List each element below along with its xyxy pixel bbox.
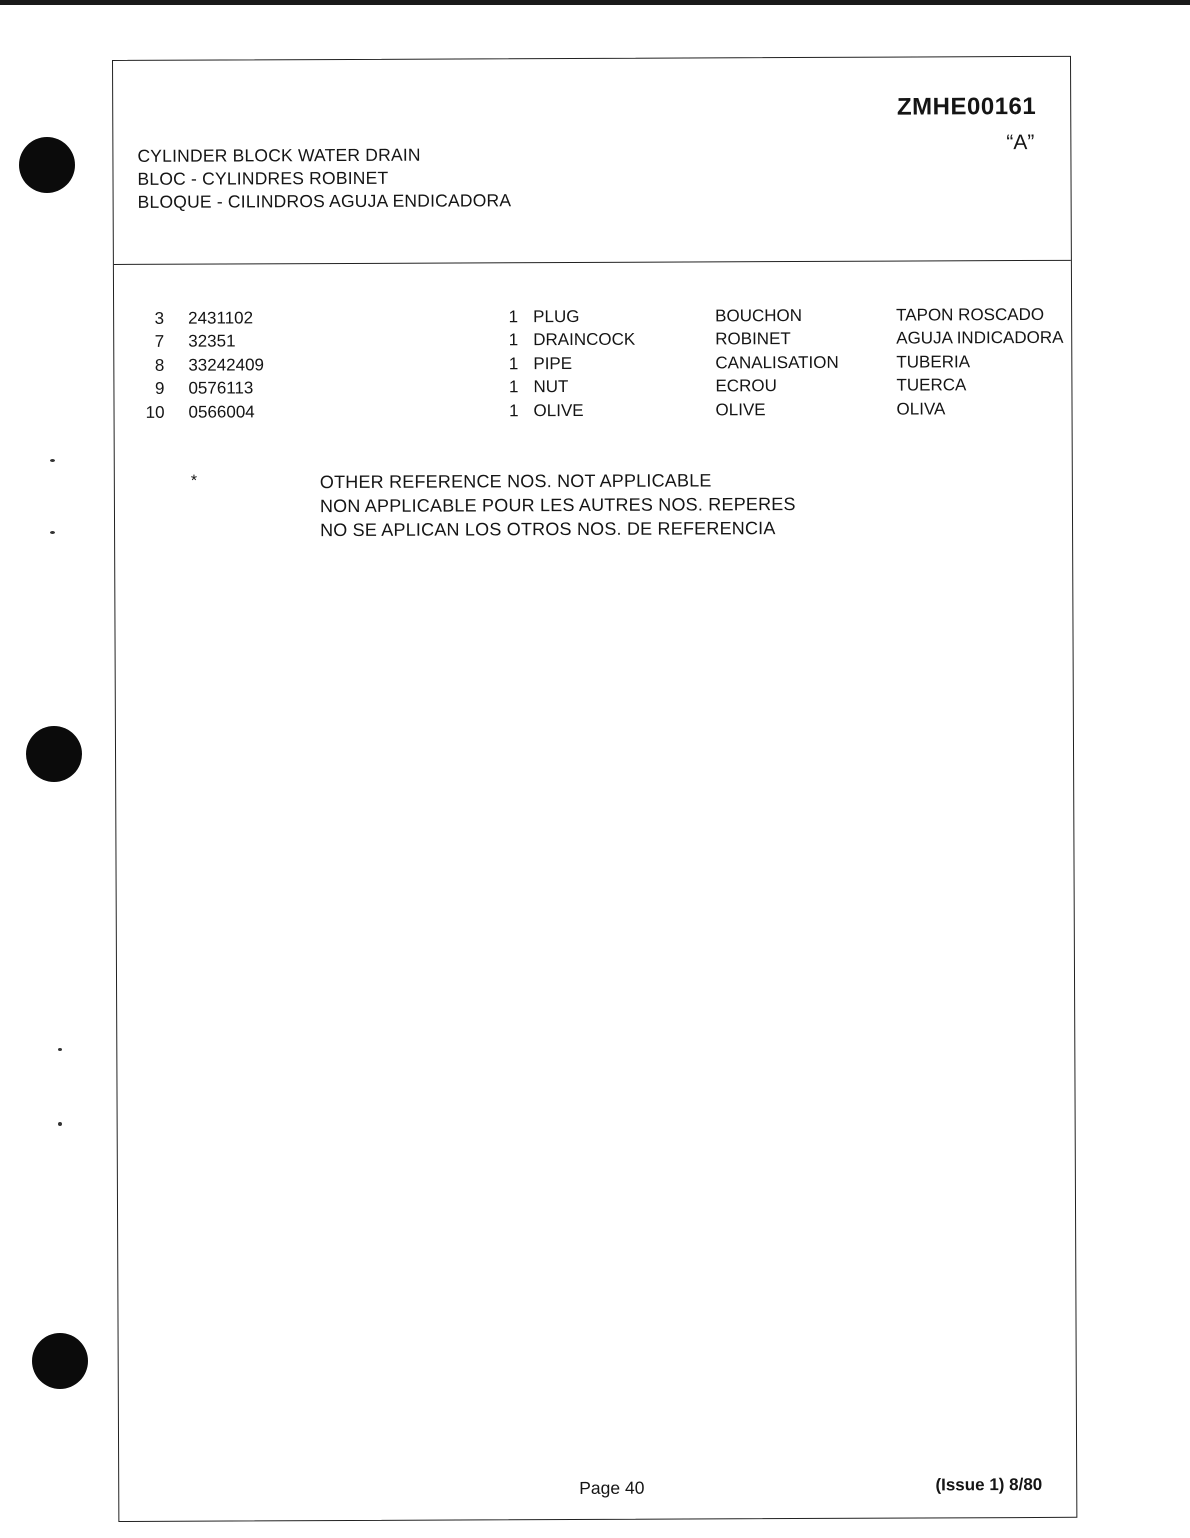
- variant-label: “A”: [1006, 130, 1035, 155]
- scan-speck: [50, 459, 55, 462]
- description-spanish: TUBERIA: [896, 352, 971, 372]
- quantity: 1: [509, 400, 519, 420]
- ref-number: 3: [154, 308, 165, 328]
- title-french: BLOC - CYLINDRES ROBINET: [137, 167, 389, 189]
- section-titles: [137, 143, 511, 214]
- quantity: 1: [508, 354, 519, 374]
- description-spanish: OLIVA: [896, 398, 946, 419]
- issue-date: (Issue 1) 8/80: [935, 1474, 1043, 1495]
- scan-speck: [58, 1122, 62, 1126]
- description-french: ROBINET: [715, 329, 791, 349]
- note-asterisk: *: [190, 472, 198, 490]
- description-english: PIPE: [533, 353, 573, 373]
- punch-hole-bottom: [32, 1333, 88, 1389]
- page-code: ZMHE00161: [896, 92, 1037, 121]
- part-number: 32351: [188, 331, 236, 352]
- applicability-note: [320, 468, 796, 542]
- description-spanish: TAPON ROSCADO: [896, 304, 1045, 325]
- note-french: NON APPLICABLE POUR LES AUTRES NOS. REPERES: [319, 494, 796, 517]
- quantity: 1: [508, 377, 519, 397]
- header-divider: [114, 260, 1071, 265]
- description-english: DRAINCOCK: [533, 330, 636, 350]
- note-english: OTHER REFERENCE NOS. NOT APPLICABLE: [319, 470, 712, 493]
- scan-speck: [50, 531, 55, 534]
- part-row: [114, 398, 1071, 426]
- ref-number: 10: [145, 402, 165, 422]
- description-french: OLIVE: [715, 399, 766, 419]
- part-number: 0566004: [188, 401, 255, 422]
- quantity: 1: [508, 307, 519, 327]
- title-english: CYLINDER BLOCK WATER DRAIN: [137, 144, 421, 166]
- page-number: Page 40: [579, 1477, 645, 1498]
- quantity: 1: [508, 330, 519, 350]
- scan-top-edge: [0, 0, 1190, 5]
- part-number: 2431102: [188, 308, 254, 328]
- part-number: 0576113: [188, 378, 254, 398]
- page-frame: [112, 56, 1077, 1522]
- description-french: BOUCHON: [715, 305, 803, 326]
- description-spanish: TUERCA: [896, 375, 967, 395]
- description-english: NUT: [533, 377, 569, 397]
- ref-number: 7: [154, 332, 165, 352]
- scan-speck: [58, 1048, 62, 1051]
- description-spanish: AGUJA INDICADORA: [896, 328, 1064, 348]
- part-number: 33242409: [188, 355, 265, 375]
- ref-number: 8: [154, 355, 165, 375]
- note-spanish: NO SE APLICAN LOS OTROS NOS. DE REFERENCIA: [320, 518, 776, 541]
- ref-number: 9: [154, 378, 165, 398]
- punch-hole-middle: [26, 726, 82, 782]
- title-spanish: BLOQUE - CILINDROS AGUJA ENDICADORA: [137, 190, 512, 212]
- punch-hole-top: [19, 137, 75, 193]
- description-english: OLIVE: [533, 400, 584, 420]
- description-french: ECROU: [715, 376, 777, 396]
- parts-list: [114, 305, 1072, 426]
- description-french: CANALISATION: [715, 352, 839, 373]
- description-english: PLUG: [533, 306, 580, 327]
